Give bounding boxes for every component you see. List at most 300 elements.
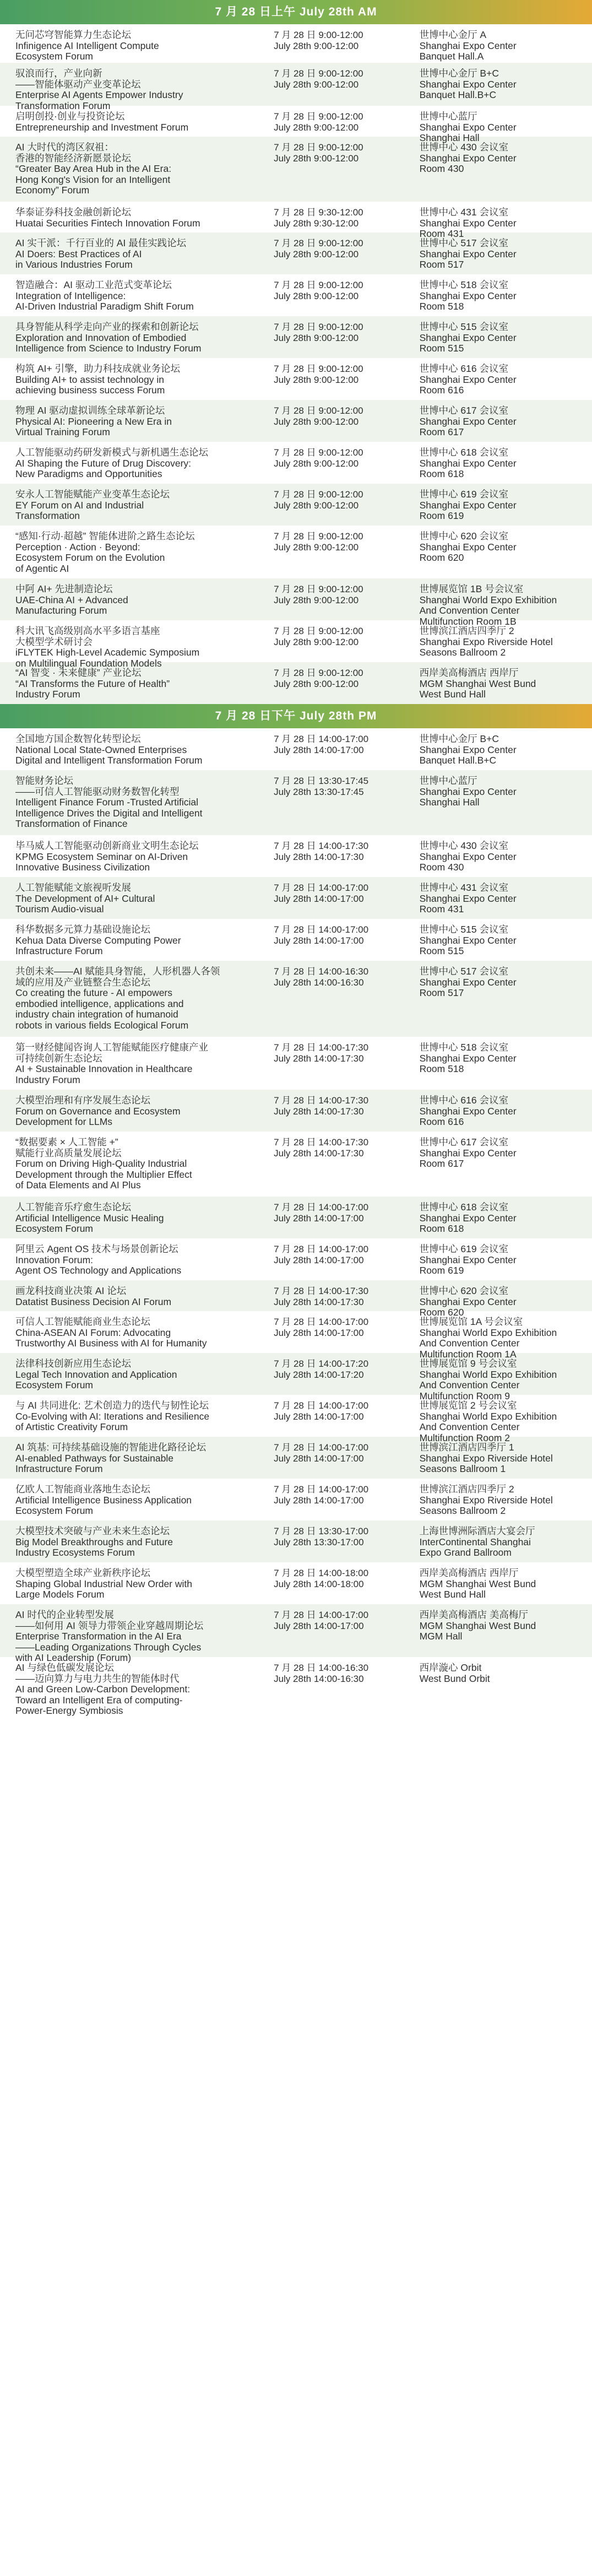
name-line: 画龙科技商业决策 AI 论坛	[15, 1285, 127, 1296]
name-line: Shaping Global Industrial New Order with	[15, 1578, 192, 1589]
forum-row	[0, 400, 592, 442]
venue-line: 世博展览馆 2 号会议室	[419, 1400, 517, 1411]
venue-line: And Convention Center	[419, 1421, 520, 1432]
venue-line: Shanghai Expo Center	[419, 1147, 517, 1159]
time-line: 7 月 28 日 14:00-17:00	[274, 1442, 369, 1453]
forum-name	[15, 1484, 274, 1517]
name-line: iFLYTEK High-Level Academic Symposium	[15, 647, 200, 658]
time-line: 7 月 28 日 9:00-12:00	[274, 111, 363, 122]
forum-row	[0, 1197, 592, 1238]
time-line: 7 月 28 日 9:00-12:00	[274, 280, 363, 290]
time-line: 7 月 28 日 9:30-12:00	[274, 207, 363, 218]
time-line: July 28th 14:00-17:30	[274, 851, 364, 862]
name-line: 香港的智能经济新愿景论坛	[15, 152, 131, 164]
name-line: Legal Tech Innovation and Application	[15, 1368, 177, 1380]
name-line: New Paradigms and Opportunities	[15, 468, 162, 479]
venue-line: 世博中心 618 会议室	[419, 447, 508, 458]
forum-name	[15, 668, 274, 700]
forum-row	[0, 1090, 592, 1132]
venue-line: 世博中心金厅 B+C	[419, 68, 499, 79]
venue-line: 上海世博洲际酒店大宴会厅	[419, 1525, 535, 1536]
time-line: 7 月 28 日 13:30-17:45	[274, 776, 369, 786]
name-line: Exploration and Innovation of Embodied	[15, 332, 187, 343]
venue-line: Shanghai Expo Center	[419, 248, 517, 259]
forum-venue	[420, 447, 579, 480]
forum-time	[274, 1095, 419, 1117]
venue-line: 世博中心 617 会议室	[419, 1137, 508, 1148]
forum-venue	[420, 1359, 579, 1401]
forum-venue	[420, 1400, 579, 1443]
forum-venue	[420, 405, 579, 438]
venue-line: Shanghai Expo Center	[419, 892, 517, 904]
name-line: with AI Leadership (Forum)	[15, 1652, 132, 1663]
name-line: Forum on Driving High-Quality Industrial	[15, 1158, 187, 1169]
venue-line: 世博展览馆 9 号会议室	[419, 1358, 517, 1369]
time-line: July 28th 9:00-12:00	[274, 153, 359, 164]
venue-line: 世博中心 431 会议室	[419, 882, 508, 893]
time-line: July 28th 9:00-12:00	[274, 594, 359, 605]
forum-venue	[420, 1202, 579, 1235]
time-line: 7 月 28 日 14:00-17:00	[274, 1484, 369, 1495]
forum-name	[15, 1359, 274, 1391]
time-line: 7 月 28 日 14:00-17:00	[274, 734, 369, 744]
forum-venue	[420, 489, 579, 522]
forum-venue	[420, 1317, 579, 1360]
name-line: 中阿 AI+ 先进制造论坛	[15, 583, 113, 594]
name-line: Huatai Securities Fintech Innovation Forum	[15, 217, 200, 229]
venue-line: Banquet Hall.A	[419, 51, 484, 62]
forum-name	[15, 238, 274, 270]
venue-line: 世博中心 620 会议室	[419, 531, 508, 542]
venue-line: Room 620	[419, 1307, 464, 1318]
venue-line: 世博中心 518 会议室	[419, 1042, 508, 1053]
venue-line: 世博中心 619 会议室	[419, 489, 508, 500]
name-line: 启明创投·创业与投资论坛	[15, 111, 125, 122]
time-line: 7 月 28 日 9:00-12:00	[274, 142, 363, 153]
schedule-rows-am	[0, 24, 592, 704]
time-line: July 28th 14:00-17:30	[274, 1148, 364, 1159]
venue-line: Expo Grand Ballroom	[419, 1547, 512, 1558]
venue-line: Shanghai Expo Riverside Hotel	[419, 636, 553, 647]
name-line: 大模型学术研讨会	[15, 636, 93, 647]
venue-line: Shanghai Hall	[419, 132, 480, 143]
time-line: July 28th 14:00-17:30	[274, 1053, 364, 1064]
time-line: July 28th 14:00-17:00	[274, 744, 364, 755]
time-line: 7 月 28 日 9:00-12:00	[274, 68, 363, 79]
forum-name	[15, 883, 274, 915]
name-line: AI Shaping the Future of Drug Discovery:	[15, 457, 192, 469]
time-line: July 28th 14:00-17:00	[274, 1411, 364, 1422]
time-line: July 28th 9:00-12:00	[274, 542, 359, 553]
venue-line: 世博中心 616 会议室	[419, 363, 508, 374]
name-line: Large Models Forum	[15, 1589, 105, 1600]
venue-line: Shanghai World Expo Exhibition	[419, 594, 557, 605]
time-line: July 28th 14:00-17:00	[274, 1254, 364, 1265]
venue-line: Room 617	[419, 426, 464, 437]
name-line: Enterprise Transformation in the AI Era	[15, 1631, 182, 1642]
venue-line: Shanghai Expo Center	[419, 217, 517, 229]
time-line: 7 月 28 日 9:00-12:00	[274, 447, 363, 458]
forum-name	[15, 142, 274, 196]
name-line: 阿里云 Agent OS 技术与场景创新论坛	[15, 1243, 178, 1254]
forum-time	[274, 1400, 419, 1422]
name-line: of Data Elements and AI Plus	[15, 1179, 141, 1190]
forum-row	[0, 232, 592, 274]
name-line: 赋能行业高质量发展论坛	[15, 1147, 122, 1159]
venue-line: 世博中心蓝厅	[419, 775, 477, 786]
name-line: Transformation	[15, 510, 80, 521]
name-line: Industry Ecosystems Forum	[15, 1547, 135, 1558]
time-line: 7 月 28 日 14:00-18:00	[274, 1568, 369, 1578]
venue-line: MGM Shanghai West Bund	[419, 678, 536, 689]
name-line: 第一财经健闻咨询人工智能赋能医疗健康产业	[15, 1042, 208, 1053]
venue-line: Room 431	[419, 228, 464, 239]
name-line: achieving business success Forum	[15, 385, 165, 396]
name-line: “AI Transforms the Future of Health”	[15, 678, 170, 689]
time-line: 7 月 28 日 14:00-17:30	[274, 841, 369, 851]
time-line: July 28th 9:30-12:00	[274, 218, 359, 229]
venue-line: 世博中心 430 会议室	[419, 840, 508, 851]
venue-line: Shanghai Expo Center	[419, 415, 517, 427]
venue-line: Room 518	[419, 301, 464, 312]
forum-time	[274, 111, 419, 133]
section-header-am: 7 月 28 日上午 July 28th AM	[0, 0, 592, 24]
name-line: Manufacturing Forum	[15, 605, 107, 616]
name-line: Tourism Audio-visual	[15, 903, 104, 914]
section-header-pm: 7 月 28 日下午 July 28th PM	[0, 704, 592, 728]
forum-venue	[420, 584, 579, 627]
venue-line: Multifunction Room 1B	[419, 615, 517, 627]
forum-time	[274, 1137, 419, 1159]
venue-line: Room 619	[419, 510, 464, 521]
venue-line: Shanghai Hall	[419, 797, 480, 808]
forum-time	[274, 734, 419, 755]
venue-line: 世博中心 515 会议室	[419, 924, 508, 935]
name-line: Intelligence from Science to Industry Forum	[15, 343, 202, 354]
forum-venue	[420, 531, 579, 564]
name-line: 具身智能从科学走向产业的探索和创新论坛	[15, 321, 199, 332]
forum-row	[0, 1562, 592, 1604]
name-line: China-ASEAN AI Forum: Advocating	[15, 1327, 171, 1338]
name-line: 大模型治理和有序发展生态论坛	[15, 1095, 150, 1106]
time-line: July 28th 14:00-17:00	[274, 893, 364, 904]
forum-name	[15, 1244, 274, 1276]
forum-row	[0, 106, 592, 143]
time-line: July 28th 9:00-12:00	[274, 290, 359, 301]
name-line: AI 时代的企业转型发展	[15, 1609, 114, 1620]
forum-name	[15, 1400, 274, 1433]
forum-time	[274, 447, 419, 469]
name-line: AI-Driven Industrial Paradigm Shift Forum	[15, 301, 194, 312]
name-line: on Multilingual Foundation Models	[15, 657, 162, 669]
forum-name	[15, 280, 274, 312]
forum-row	[0, 770, 592, 835]
forum-time	[274, 1359, 419, 1380]
name-line: of Artistic Creativity Forum	[15, 1421, 128, 1432]
venue-line: 世博中心 618 会议室	[419, 1202, 508, 1213]
forum-name	[15, 489, 274, 522]
schedule-rows-pm	[0, 728, 592, 1714]
name-line: Big Model Breakthroughs and Future	[15, 1536, 173, 1547]
time-line: 7 月 28 日 14:00-17:30	[274, 1286, 369, 1296]
time-line: July 28th 14:00-17:00	[274, 935, 364, 946]
venue-line: Shanghai Expo Center	[419, 1212, 517, 1224]
name-line: AI + Sustainable Innovation in Healthcare	[15, 1063, 193, 1074]
venue-line: 世博中心 515 会议室	[419, 321, 508, 332]
name-line: Toward an Intelligent Era of computing-	[15, 1694, 183, 1706]
venue-line: 世博滨江酒店四季厅 2	[419, 625, 514, 636]
venue-line: Room 515	[419, 945, 464, 956]
venue-line: 西岸美高梅酒店 西岸厅	[419, 1567, 519, 1578]
forum-row	[0, 835, 592, 877]
forum-venue	[420, 322, 579, 354]
venue-line: MGM Shanghai West Bund	[419, 1578, 536, 1589]
forum-venue	[420, 207, 579, 240]
name-line: Artificial Intelligence Business Application	[15, 1494, 192, 1506]
venue-line: Room 619	[419, 1265, 464, 1276]
forum-name	[15, 68, 274, 111]
name-line: 智造融合：AI 驱动工业范式变革论坛	[15, 279, 172, 290]
forum-name	[15, 841, 274, 873]
forum-row	[0, 578, 592, 627]
venue-line: Shanghai Expo Center	[419, 78, 517, 90]
name-line: Entrepreneurship and Investment Forum	[15, 121, 189, 133]
forum-venue	[420, 1095, 579, 1128]
forum-name	[15, 626, 274, 669]
forum-venue	[420, 776, 579, 808]
venue-line: Shanghai World Expo Exhibition	[419, 1410, 557, 1422]
time-line: July 28th 13:30-17:45	[274, 786, 364, 797]
forum-time	[274, 1042, 419, 1064]
name-line: ——可信人工智能驱动财务数智化转型	[15, 786, 180, 797]
forum-time	[274, 1568, 419, 1589]
name-line: 科大讯飞高级别高水平多语言基座	[15, 625, 160, 636]
forum-name	[15, 1610, 274, 1664]
venue-line: Multifunction Room 2	[419, 1432, 510, 1443]
forum-row	[0, 202, 592, 239]
forum-name	[15, 1095, 274, 1128]
name-line: Building AI+ to assist technology in	[15, 374, 164, 385]
name-line: 域的应用及产业链整合生态论坛	[15, 976, 150, 988]
forum-name	[15, 734, 274, 766]
forum-time	[274, 1442, 419, 1464]
name-line: 无问芯穹智能算力生态论坛	[15, 29, 131, 40]
forum-venue	[420, 142, 579, 175]
time-line: July 28th 13:30-17:00	[274, 1536, 364, 1547]
forum-row	[0, 1520, 592, 1562]
time-line: 7 月 28 日 14:00-16:30	[274, 1663, 369, 1673]
name-line: Physical AI: Pioneering a New Era in	[15, 415, 172, 427]
venue-line: Seasons Ballroom 2	[419, 1505, 506, 1516]
forum-name	[15, 966, 274, 1031]
forum-venue	[420, 924, 579, 957]
name-line: The Development of AI+ Cultural	[15, 892, 155, 904]
forum-name	[15, 1663, 274, 1717]
forum-name	[15, 1317, 274, 1349]
name-line: Transformation of Finance	[15, 818, 128, 829]
forum-row	[0, 274, 592, 316]
forum-name	[15, 364, 274, 396]
time-line: 7 月 28 日 14:00-17:00	[274, 1244, 369, 1254]
venue-line: Shanghai Expo Center	[419, 744, 517, 755]
forum-row	[0, 1132, 592, 1197]
forum-time	[274, 883, 419, 904]
venue-line: Shanghai Expo Center	[419, 541, 517, 553]
forum-row	[0, 24, 592, 63]
forum-row	[0, 442, 592, 484]
forum-venue	[420, 280, 579, 312]
name-line: AI 实干派：千行百业的 AI 最佳实践论坛	[15, 237, 187, 248]
forum-time	[274, 238, 419, 259]
name-line: Economy” Forum	[15, 185, 90, 196]
time-line: July 28th 9:00-12:00	[274, 332, 359, 343]
forum-name	[15, 111, 274, 133]
name-line: 安永人工智能赋能产业变革生态论坛	[15, 489, 170, 500]
forum-time	[274, 364, 419, 385]
venue-line: 西岸漩心 Orbit	[419, 1662, 482, 1673]
forum-row	[0, 1657, 592, 1714]
name-line: Ecosystem Forum	[15, 51, 93, 62]
name-line: Digital and Intelligent Transformation Forum	[15, 755, 203, 766]
time-line: 7 月 28 日 9:00-12:00	[274, 238, 363, 248]
name-line: 大模型塑造全球产业新秩序论坛	[15, 1567, 150, 1578]
forum-venue	[420, 1526, 579, 1558]
forum-venue	[420, 1610, 579, 1642]
venue-line: 世博中心金厅 B+C	[419, 733, 499, 744]
forum-row	[0, 728, 592, 770]
venue-line: Room 620	[419, 552, 464, 563]
name-line: Datatist Business Decision AI Forum	[15, 1296, 172, 1307]
forum-time	[274, 966, 419, 988]
forum-time	[274, 142, 419, 164]
venue-line: Shanghai Expo Center	[419, 1254, 517, 1265]
name-line: Virtual Training Forum	[15, 426, 110, 437]
forum-time	[274, 30, 419, 51]
venue-line: West Bund Hall	[419, 689, 486, 700]
forum-row	[0, 877, 592, 919]
forum-time	[274, 1663, 419, 1684]
time-line: 7 月 28 日 9:00-12:00	[274, 364, 363, 374]
venue-line: 世博中心 617 会议室	[419, 405, 508, 416]
venue-line: 世博中心 620 会议室	[419, 1285, 508, 1296]
section-am	[0, 0, 592, 704]
forum-time	[274, 841, 419, 862]
forum-venue	[420, 1663, 579, 1684]
venue-line: Banquet Hall.B+C	[419, 89, 497, 100]
name-line: Intelligence Drives the Digital and Intelligent	[15, 807, 203, 819]
time-line: 7 月 28 日 13:30-17:00	[274, 1526, 369, 1536]
venue-line: Room 518	[419, 1063, 464, 1074]
forum-name	[15, 776, 274, 830]
forum-name	[15, 1286, 274, 1307]
venue-line: Shanghai Expo Center	[419, 976, 517, 988]
name-line: 全国地方国企数智化转型论坛	[15, 733, 141, 744]
name-line: AI 与绿色低碳发展论坛	[15, 1662, 114, 1673]
name-line: AI and Green Low-Carbon Development:	[15, 1684, 191, 1695]
forum-time	[274, 1286, 419, 1307]
name-line: Intelligent Finance Forum -Trusted Artificial	[15, 797, 198, 808]
forum-time	[274, 1202, 419, 1224]
name-line: Trustworthy AI Business with AI for Humanity	[15, 1338, 207, 1349]
forum-time	[274, 626, 419, 647]
venue-line: Seasons Ballroom 2	[419, 647, 506, 658]
name-line: embodied intelligence, applications and	[15, 998, 184, 1009]
forum-name	[15, 322, 274, 354]
name-line: 科华数据多元算力基础设施论坛	[15, 924, 150, 935]
name-line: in Various Industries Forum	[15, 259, 133, 270]
name-line: AI 筑基: 可持续基础设施的智能进化路径论坛	[15, 1442, 207, 1453]
time-line: July 28th 14:00-17:00	[274, 1453, 364, 1464]
forum-venue	[420, 364, 579, 396]
name-line: 亿欧人工智能商业落地生态论坛	[15, 1484, 150, 1495]
name-line: 大模型技术突破与产业未来生态论坛	[15, 1525, 170, 1536]
forum-venue	[420, 1286, 579, 1318]
forum-row	[0, 1437, 592, 1479]
name-line: KPMG Ecosystem Seminar on AI-Driven	[15, 851, 188, 862]
venue-line: Room 517	[419, 259, 464, 270]
forum-venue	[420, 30, 579, 62]
forum-venue	[420, 668, 579, 700]
time-line: July 28th 14:00-16:30	[274, 1673, 364, 1684]
time-line: 7 月 28 日 14:00-17:30	[274, 1095, 369, 1106]
forum-venue	[420, 1442, 579, 1475]
time-line: July 28th 14:00-17:20	[274, 1369, 364, 1380]
venue-line: Shanghai Expo Center	[419, 374, 517, 385]
venue-line: West Bund Orbit	[419, 1673, 490, 1684]
name-line: 法律科技创新应用生态论坛	[15, 1358, 131, 1369]
time-line: July 28th 14:00-17:00	[274, 1620, 364, 1631]
name-line: Enterprise AI Agents Empower Industry	[15, 89, 183, 100]
time-line: July 28th 14:00-17:00	[274, 1495, 364, 1506]
forum-row	[0, 526, 592, 578]
forum-name	[15, 1202, 274, 1235]
name-line: 可信人工智能赋能商业生态论坛	[15, 1316, 150, 1327]
name-line: robots in various fields Ecological Forum	[15, 1019, 189, 1031]
venue-line: Room 618	[419, 1223, 464, 1234]
venue-line: 世博中心蓝厅	[419, 111, 477, 122]
forum-time	[274, 924, 419, 946]
time-line: 7 月 28 日 14:00-16:30	[274, 966, 369, 977]
forum-time	[274, 68, 419, 90]
venue-line: Room 517	[419, 987, 464, 998]
venue-line: 世博中心 616 会议室	[419, 1095, 508, 1106]
name-line: 可持续创新生态论坛	[15, 1052, 102, 1064]
forum-row	[0, 620, 592, 669]
forum-row	[0, 1311, 592, 1360]
venue-line: Shanghai Expo Center	[419, 1296, 517, 1307]
name-line: Transformation Forum	[15, 100, 111, 111]
name-line: 毕马威人工智能驱动创新商业文明生态论坛	[15, 840, 199, 851]
venue-line: 世博中心 517 会议室	[419, 237, 508, 248]
name-line: ——Leading Organizations Through Cycles	[15, 1641, 202, 1653]
venue-line: Shanghai Expo Center	[419, 934, 517, 946]
name-line: Infrastructure Forum	[15, 1463, 103, 1474]
forum-row	[0, 1037, 592, 1090]
forum-row	[0, 1353, 592, 1401]
venue-line: 世博展览馆 1A 号会议室	[419, 1316, 523, 1327]
section-pm	[0, 704, 592, 1714]
name-line: National Local State-Owned Enterprises	[15, 744, 187, 755]
time-line: July 28th 9:00-12:00	[274, 678, 359, 689]
name-line: “数据要素 × 人工智能 +”	[15, 1137, 118, 1148]
time-line: July 28th 9:00-12:00	[274, 79, 359, 90]
time-line: July 28th 9:00-12:00	[274, 500, 359, 511]
forum-name	[15, 207, 274, 229]
time-line: 7 月 28 日 9:00-12:00	[274, 322, 363, 332]
time-line: 7 月 28 日 9:00-12:00	[274, 489, 363, 500]
venue-line: Shanghai Expo Center	[419, 499, 517, 511]
time-line: 7 月 28 日 9:00-12:00	[274, 584, 363, 594]
